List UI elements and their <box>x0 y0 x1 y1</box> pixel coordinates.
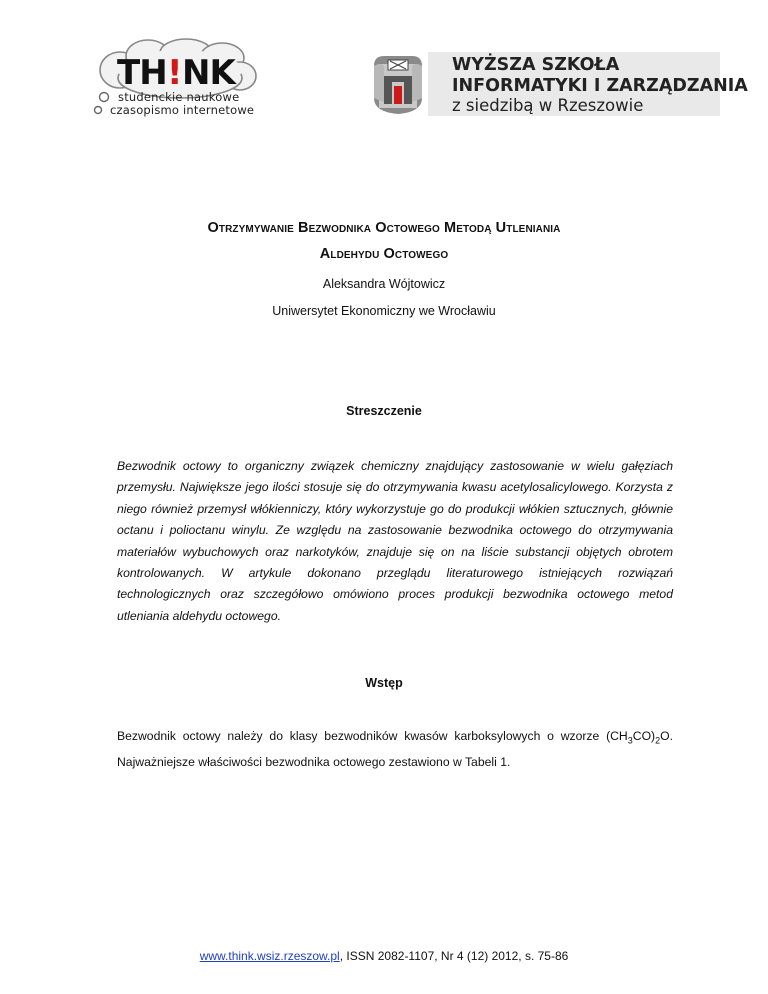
footer-citation: , ISSN 2082-1107, Nr 4 (12) 2012, s. 75-86 <box>339 949 569 963</box>
affiliation: Uniwersytet Ekonomiczny we Wrocławiu <box>272 304 496 318</box>
abstract-text: Bezwodnik octowy to organiczny związek chemiczny znajdujący zastosowanie w wielu gałęziach przemysłu. Największe jego ilości stosuje się do otrzymywania kwasu acetylosalicylowego. Korzysta z niego również przemysł włókienniczy, który wykorzystuje go do produkcji włókien sztucznych, głównie octanu i polioctanu winylu. Ze względu na zastosowanie bezwodnika octowego do otrzymywania materiałów wybuchowych oraz narkotyków, znajduje się on na liście substancji objętych obrotem kontrolowanych. W artykule dokonano przeglądu literaturowego istniejących rozwiązań technologicznych oraz szczegółowo omówiono proces produkcji bezwodnika octowego metod utleniania aldehydu octowego. <box>117 459 673 623</box>
think-logo <box>90 38 275 120</box>
journal-link[interactable]: www.think.wsiz.rzeszow.pl <box>199 949 340 963</box>
wsiz-logo <box>370 52 748 116</box>
think-tagline-1: studenckie naukowe <box>118 90 240 104</box>
think-brand-text: TH <box>117 53 167 93</box>
think-exclamation: ! <box>167 53 183 93</box>
footer <box>0 949 768 963</box>
intro-heading: Wstęp <box>365 676 403 690</box>
author: Aleksandra Wójtowicz <box>322 277 446 291</box>
wsiz-name-line-3: z siedzibą w Rzeszowie <box>452 96 644 115</box>
abstract-heading: Streszczenie <box>346 404 422 418</box>
intro-paragraph: Bezwodnik octowy należy do klasy bezwodników kwasów karboksylowych o wzorze $(CH_3CO)_2O$. Najważniejsze właściwości bezwodnika octowego zestawiono w Tabeli 1. <box>117 729 673 769</box>
think-tagline-2: czasopismo internetowe <box>110 103 255 117</box>
wsiz-emblem-icon <box>370 52 426 116</box>
paper-title-line-1: Otrzymywanie Bezwodnika Octowego Metodą Utleniania <box>207 220 561 236</box>
paper-title-line-2: Aldehydu Octowego <box>319 246 449 262</box>
wsiz-name-line-2: INFORMATYKI I ZARZĄDZANIA <box>452 76 748 96</box>
wsiz-name-line-1: WYŻSZA SZKOŁA <box>452 55 620 75</box>
svg-text:NK: NK <box>182 53 235 93</box>
